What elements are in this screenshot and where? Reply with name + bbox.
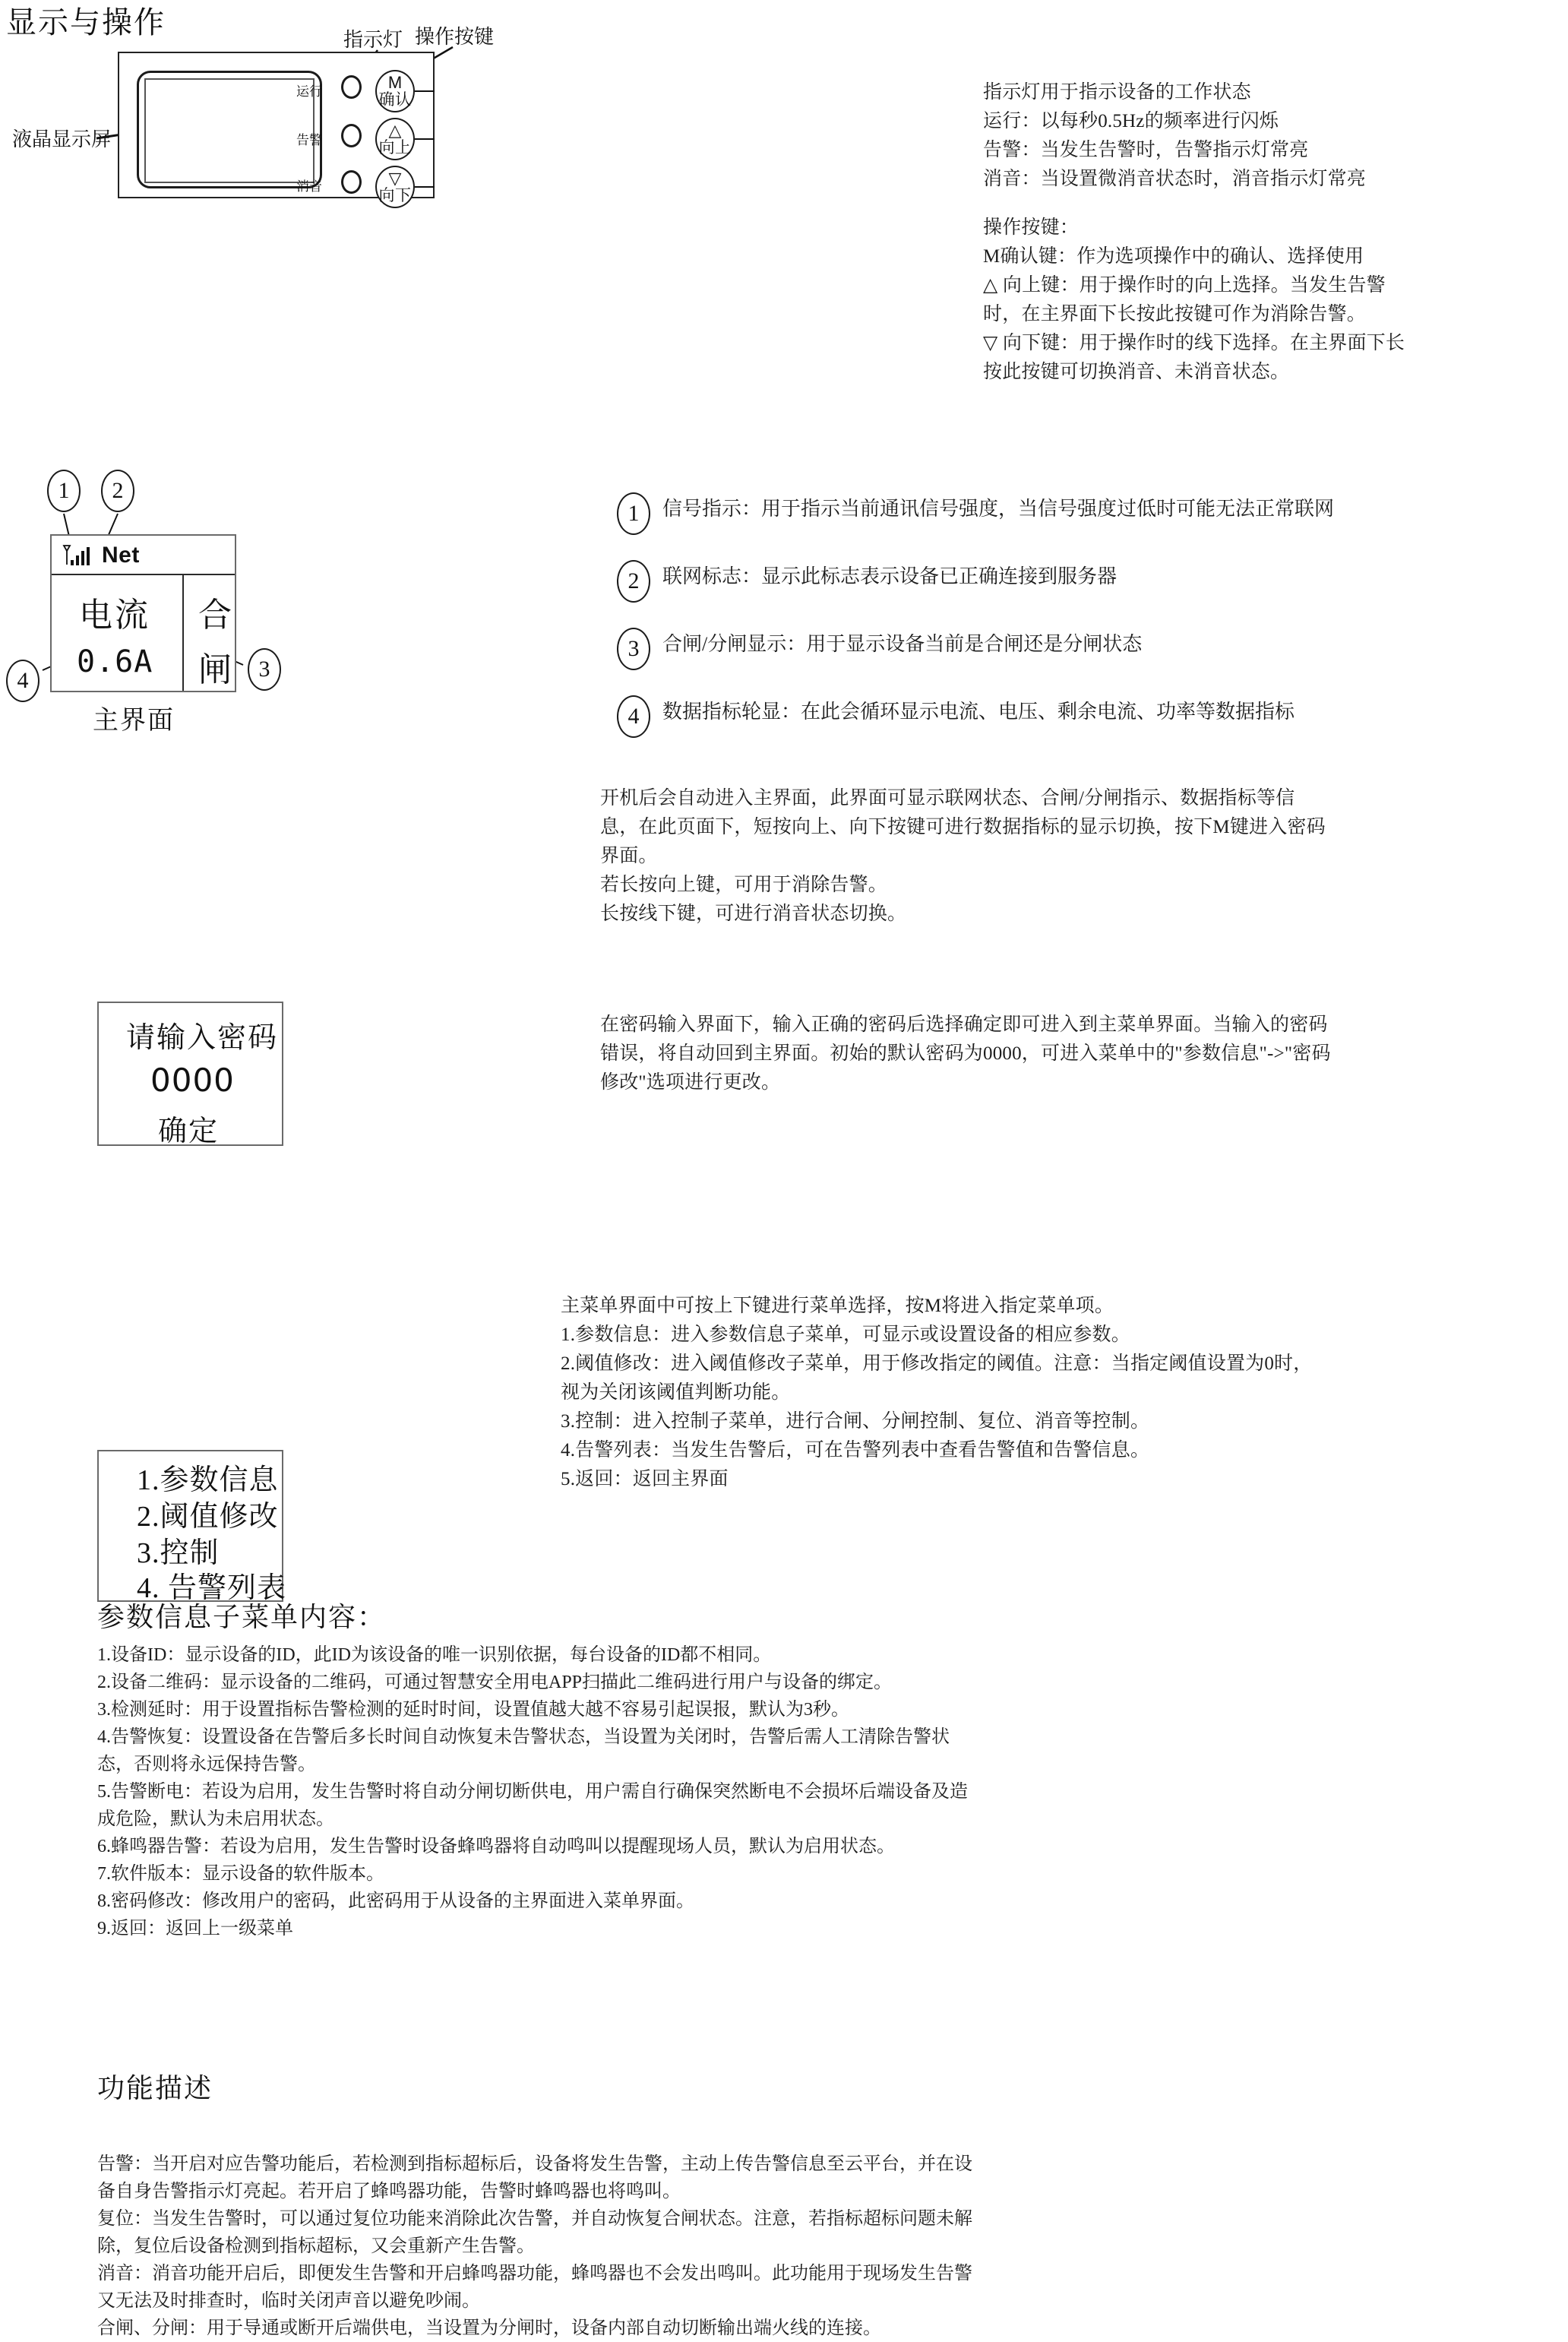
arrow-up-icon: △ <box>388 121 402 141</box>
legend-item-3 <box>617 628 1566 670</box>
main-screen-caption: 主界面 <box>93 707 175 735</box>
param-submenu-list <box>97 1641 1465 1942</box>
button-connector-lines <box>0 0 957 426</box>
main-menu-description <box>561 1292 1567 1494</box>
metric-value: 0.6A <box>77 644 153 679</box>
keys-desc-line-4: ▽ 向下键：用于操作时的线下选择。在主界面下长 <box>983 333 1405 353</box>
button-m-sublabel: 确认 <box>378 90 412 109</box>
network-status-label: Net <box>102 543 140 568</box>
legend-number-4: 4 <box>617 695 650 738</box>
main-screen-desc-line-2: 息，在此页面下，短按向上、向下按键可进行数据指标的显示切换，按下M键进入密码 <box>600 817 1326 837</box>
password-confirm-button[interactable]: 确定 <box>158 1116 220 1147</box>
password-prompt: 请输入密码 <box>126 1022 279 1054</box>
keys-description-block <box>983 214 1568 387</box>
param-item-3: 3.检测延时：用于设置指标告警检测的延时时间，设置值越大越不容易引起误报，默认为3秒。 <box>97 1700 849 1720</box>
password-description <box>600 1011 1568 1097</box>
param-item-5: 5.告警断电：若设为启用，发生告警时将自动分闸切断供电，用户需自行确保突然断电不会损坏后端设备及造 <box>97 1782 968 1802</box>
menu-item-4[interactable]: 4. 告警列表 <box>137 1572 287 1604</box>
legend-text-4: 数据指标轮显：在此会循环显示电流、电压、剩余电流、功率等数据指标 <box>662 701 1295 723</box>
legend-number-1: 1 <box>617 492 650 535</box>
functions-title: 功能描述 <box>97 2073 213 2103</box>
menu-desc-line-2: 1.参数信息：进入参数信息子菜单，可显示或设置设备的相应参数。 <box>561 1324 1130 1345</box>
keys-desc-line-5: 按此按键可切换消音、未消音状态。 <box>983 362 1290 382</box>
password-value[interactable]: 0000 <box>150 1062 235 1099</box>
callout-number-3: 3 <box>248 648 281 691</box>
indicator-desc-line-3: 消音：当设置微消音状态时，消音指示灯常亮 <box>983 169 1367 189</box>
callout-number-4: 4 <box>6 660 40 702</box>
main-screen-figure <box>0 464 577 735</box>
menu-item-2[interactable]: 2.阈值修改 <box>137 1501 279 1533</box>
keys-desc-line-1: M确认键：作为选项操作中的确认、选择使用 <box>983 246 1364 267</box>
function-desc-line-1: 告警：当开启对应告警功能后，若检测到指标超标后，设备将发生告警，主动上传告警信息至云平台，并在设 <box>97 2154 972 2174</box>
main-screen-desc-line-1: 开机后会自动进入主界面，此界面可显示联网状态、合闸/分闸指示、数据指标等信 <box>600 788 1295 809</box>
functions-description-list <box>97 2151 1541 2342</box>
password-screen-lcd <box>97 1002 283 1146</box>
indicator-description-block <box>983 78 1560 194</box>
main-screen-desc-line-4: 若长按向上键，可用于消除告警。 <box>600 875 888 895</box>
menu-desc-line-6: 4.告警列表：当发生告警后，可在告警列表中查看告警值和告警信息。 <box>561 1440 1150 1461</box>
led-label-alarm: 告警 <box>296 133 322 147</box>
param-item-7: 7.软件版本：显示设备的软件版本。 <box>97 1864 384 1884</box>
indicator-desc-intro: 指示灯用于指示设备的工作状态 <box>983 82 1251 103</box>
param-item-4: 4.告警恢复：设置设备在告警后多长时间自动恢复未告警状态，当设置为关闭时，告警后需人工清除告警状 <box>97 1727 950 1747</box>
function-desc-line-5: 消音：消音功能开启后，即便发生告警和开启蜂鸣器功能，蜂鸣器也不会发出鸣叫。此功能用于现场发生告警 <box>97 2264 972 2283</box>
main-screen-description <box>600 784 1565 929</box>
menu-desc-line-3: 2.阈值修改：进入阈值修改子菜单，用于修改指定的阈值。注意：当指定阈值设置为0时， <box>561 1353 1313 1374</box>
param-item-4b: 态，否则将永远保持告警。 <box>97 1755 316 1774</box>
param-item-5b: 成危险，默认为未启用状态。 <box>97 1809 334 1829</box>
callout-indicator-light: 指示灯 <box>343 29 403 51</box>
page-title: 显示与操作 <box>6 6 166 40</box>
password-desc-line-3: 修改"选项进行更改。 <box>600 1072 781 1093</box>
led-label-run: 运行 <box>296 84 322 99</box>
function-desc-line-2: 备自身告警指示灯亮起。若开启了蜂鸣器功能，告警时蜂鸣器也将鸣叫。 <box>97 2182 681 2201</box>
param-item-8: 8.密码修改：修改用户的密码，此密码用于从设备的主界面进入菜单界面。 <box>97 1891 694 1911</box>
function-desc-line-7: 合闸、分闸：用于导通或断开后端供电，当设置为分闸时，设备内部自动切断输出端火线的连接。 <box>97 2318 881 2338</box>
password-desc-line-1: 在密码输入界面下，输入正确的密码后选择确定即可进入到主菜单界面。当输入的密码 <box>600 1014 1328 1035</box>
menu-desc-line-1: 主菜单界面中可按上下键进行菜单选择，按M将进入指定菜单项。 <box>561 1296 1114 1316</box>
param-item-2: 2.设备二维码：显示设备的二维码，可通过智慧安全用电APP扫描此二维码进行用户与设备的绑定。 <box>97 1673 893 1692</box>
callout-lcd-screen: 液晶显示屏 <box>12 128 112 150</box>
legend-item-4 <box>617 695 1566 738</box>
password-desc-line-2: 错误，将自动回到主界面。初始的默认密码为0000，可进入菜单中的"参数信息"->"密码 <box>600 1043 1331 1064</box>
breaker-state-char-2: 闸 <box>198 651 234 688</box>
callout-operation-keys: 操作按键 <box>415 26 495 48</box>
legend-text-2: 联网标志：显示此标志表示设备已正确连接到服务器 <box>662 565 1118 587</box>
device-diagram <box>0 0 957 426</box>
indicator-desc-line-2: 告警：当发生告警时，告警指示灯常亮 <box>983 140 1309 160</box>
main-screen-lcd <box>50 534 236 692</box>
menu-item-1[interactable]: 1.参数信息 <box>137 1464 279 1496</box>
param-submenu-title: 参数信息子菜单内容： <box>97 1602 387 1632</box>
main-screen-desc-line-3: 界面。 <box>600 846 658 866</box>
param-item-1: 1.设备ID：显示设备的ID，此ID为该设备的唯一识别依据，每台设备的ID都不相同。 <box>97 1645 772 1665</box>
menu-item-3[interactable]: 3.控制 <box>137 1537 220 1569</box>
keys-desc-title: 操作按键： <box>983 217 1080 238</box>
metric-name: 电流 <box>79 597 150 634</box>
function-desc-line-4: 除，复位后设备检测到指标超标，又会重新产生告警。 <box>97 2236 535 2256</box>
legend-number-3: 3 <box>617 628 650 670</box>
button-m-glyph: M <box>387 73 403 93</box>
legend-text-1: 信号指示：用于指示当前通讯信号强度，当信号强度过低时可能无法正常联网 <box>662 498 1335 520</box>
legend-text-3: 合闸/分闸显示：用于显示设备当前是合闸还是分闸状态 <box>662 633 1143 655</box>
button-up-sublabel: 向上 <box>378 138 412 157</box>
main-screen-desc-line-5: 长按线下键，可进行消音状态切换。 <box>600 904 907 924</box>
menu-desc-line-4: 视为关闭该阈值判断功能。 <box>561 1382 791 1403</box>
param-item-9: 9.返回：返回上一级菜单 <box>97 1919 293 1938</box>
breaker-state-char-1: 合 <box>198 597 234 634</box>
menu-desc-line-7: 5.返回：返回主界面 <box>561 1469 729 1489</box>
function-desc-line-6: 又无法及时排查时，临时关闭声音以避免吵闹。 <box>97 2291 480 2311</box>
callout-number-2: 2 <box>101 470 134 512</box>
indicator-desc-line-1: 运行：以每秒0.5Hz的频率进行闪烁 <box>983 111 1279 131</box>
menu-desc-line-5: 3.控制：进入控制子菜单，进行合闸、分闸控制、复位、消音等控制。 <box>561 1411 1150 1432</box>
legend-number-2: 2 <box>617 560 650 603</box>
function-desc-line-3: 复位：当发生告警时，可以通过复位功能来消除此次告警，并自动恢复合闸状态。注意，若指标超标问题未解 <box>97 2209 972 2229</box>
main-screen-legend <box>617 492 1566 738</box>
led-label-mute: 消音 <box>296 179 322 194</box>
main-menu-lcd <box>97 1450 287 1604</box>
button-down-sublabel: 向下 <box>378 186 412 204</box>
keys-desc-line-2: △ 向上键：用于操作时的向上选择。当发生告警 <box>983 275 1386 296</box>
signal-strength-icon <box>62 544 93 568</box>
keys-desc-line-3: 时，在主界面下长按此按键可作为消除告警。 <box>983 304 1367 324</box>
param-item-6: 6.蜂鸣器告警：若设为启用，发生告警时设备蜂鸣器将自动鸣叫以提醒现场人员，默认为启用状态。 <box>97 1837 895 1856</box>
callout-number-1: 1 <box>47 470 81 512</box>
legend-item-2 <box>617 560 1566 603</box>
arrow-down-icon: ▽ <box>388 169 402 188</box>
legend-item-1 <box>617 492 1566 535</box>
